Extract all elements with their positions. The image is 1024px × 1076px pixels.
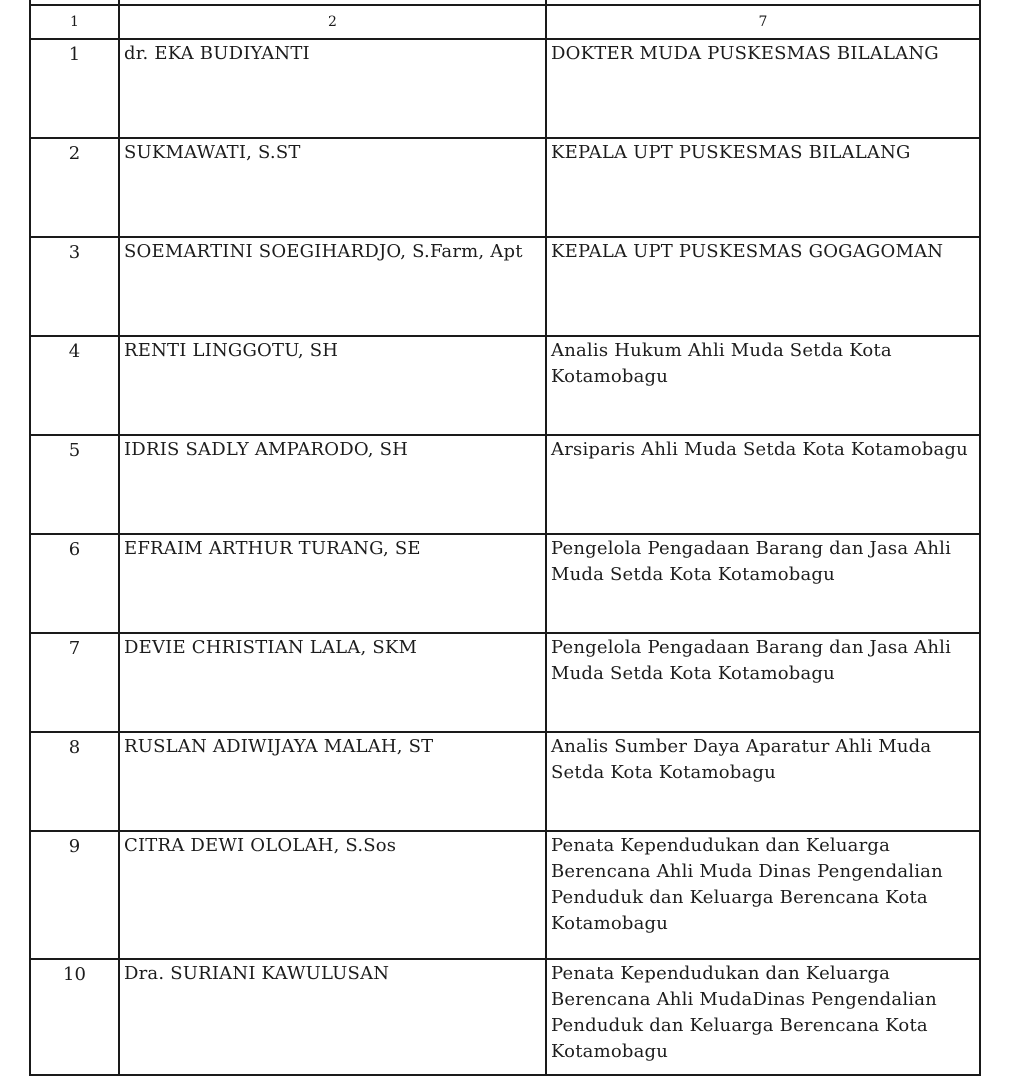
employee-name: SUKMAWATI, S.ST [119,138,546,237]
employee-name: RUSLAN ADIWIJAYA MALAH, ST [119,732,546,831]
employee-position: Analis Hukum Ahli Muda Setda Kota Kotamobagu [546,336,980,435]
employee-position: DOKTER MUDA PUSKESMAS BILALANG [546,39,980,138]
employee-position: KEPALA UPT PUSKESMAS GOGAGOMAN [546,237,980,336]
row-number: 2 [30,138,119,237]
employee-name: SOEMARTINI SOEGIHARDJO, S.Farm, Apt [119,237,546,336]
employee-name: Dra. SURIANI KAWULUSAN [119,959,546,1075]
table-row [30,237,980,336]
column-number-7: 7 [546,5,980,39]
table-row [30,633,980,732]
employee-position: KEPALA UPT PUSKESMAS BILALANG [546,138,980,237]
table-row [30,39,980,138]
row-number: 7 [30,633,119,732]
table-row [30,138,980,237]
row-number: 1 [30,39,119,138]
row-number: 10 [30,959,119,1075]
row-number: 4 [30,336,119,435]
table-row [30,959,980,1075]
table-row [30,732,980,831]
row-number: 8 [30,732,119,831]
employee-position: Pengelola Pengadaan Barang dan Jasa Ahli Muda Setda Kota Kotamobagu [546,534,980,633]
column-number-2: 2 [119,5,546,39]
employee-position: Pengelola Pengadaan Barang dan Jasa Ahli Muda Setda Kota Kotamobagu [546,633,980,732]
employee-name: EFRAIM ARTHUR TURANG, SE [119,534,546,633]
employee-name: IDRIS SADLY AMPARODO, SH [119,435,546,534]
employee-name: DEVIE CHRISTIAN LALA, SKM [119,633,546,732]
table-row [30,831,980,959]
employee-name: CITRA DEWI OLOLAH, S.Sos [119,831,546,959]
employee-position: Arsiparis Ahli Muda Setda Kota Kotamobagu [546,435,980,534]
row-number: 6 [30,534,119,633]
row-number: 9 [30,831,119,959]
column-number-row [30,5,980,39]
employee-position: Penata Kependudukan dan Keluarga Berencana Ahli MudaDinas Pengendalian Penduduk dan Keluarga Berencana Kota Kotamobagu [546,959,980,1075]
column-number-1: 1 [30,5,119,39]
table-row [30,435,980,534]
table-row [30,336,980,435]
row-number: 3 [30,237,119,336]
employee-name: dr. EKA BUDIYANTI [119,39,546,138]
employee-position: Penata Kependudukan dan Keluarga Berencana Ahli Muda Dinas Pengendalian Penduduk dan Keluarga Berencana Kota Kotamobagu [546,831,980,959]
employee-name: RENTI LINGGOTU, SH [119,336,546,435]
row-number: 5 [30,435,119,534]
employee-position: Analis Sumber Daya Aparatur Ahli Muda Setda Kota Kotamobagu [546,732,980,831]
personnel-table [29,0,981,1076]
table-row [30,534,980,633]
